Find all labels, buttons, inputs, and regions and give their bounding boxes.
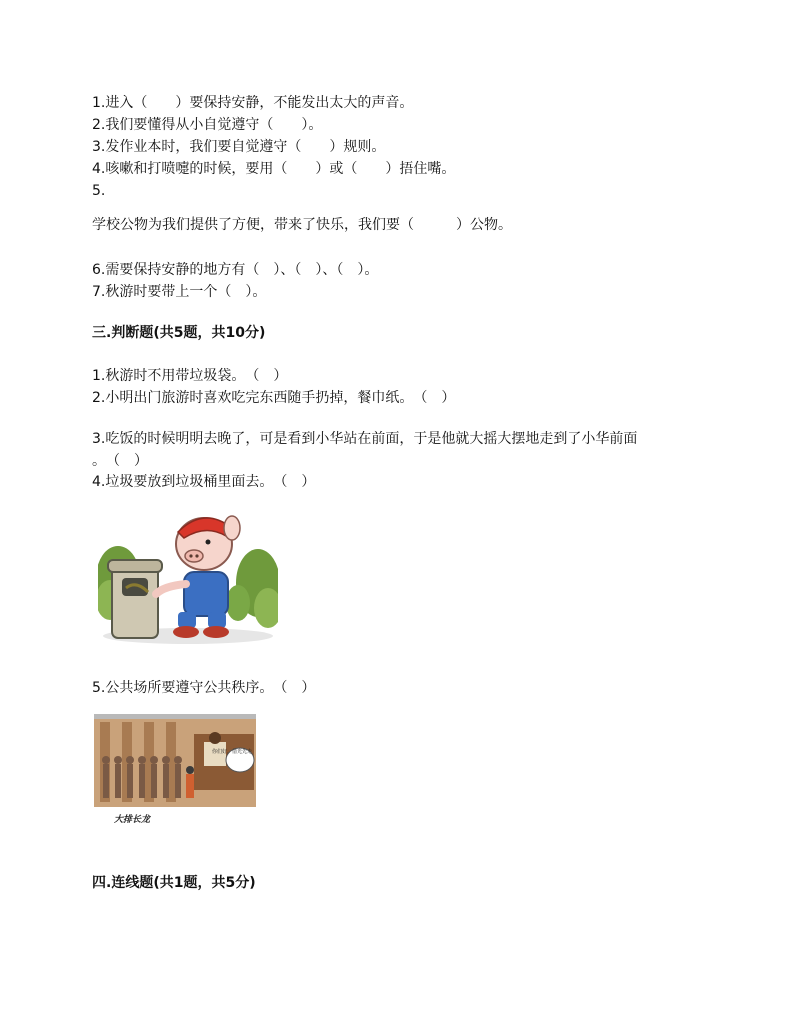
fill-question-5-text: 学校公物为我们提供了方便，带来了快乐，我们要（ ）公物。 (92, 217, 512, 233)
section-4-title: 四.连线题(共1题，共5分) (92, 875, 256, 891)
judge-question-2: 2.小明出门旅游时喜欢吃完东西随手扔掉，餐巾纸。 （ ） (92, 390, 456, 406)
queue-speech-text: 你们好，借光先走 (212, 749, 253, 755)
judge-question-4: 4.垃圾要放到垃圾桶里面去。 （ ） (92, 474, 316, 490)
fill-question-6: 6.需要保持安静的地方有（ ）、（ ）、（ ）。 (92, 262, 379, 278)
judge-question-3-line-2: 。 （ ） (92, 453, 148, 469)
judge-question-1: 1.秋游时不用带垃圾袋。 （ ） (92, 368, 288, 384)
queue-cutting-illustration (94, 714, 256, 832)
fill-question-5-number: 5. (92, 183, 106, 199)
fill-question-7: 7.秋游时要带上一个（ ）。 (92, 284, 267, 300)
judge-question-5: 5.公共场所要遵守公共秩序。 （ ） (92, 680, 316, 696)
fill-question-3: 3.发作业本时，我们要自觉遵守（ ）规则。 (92, 139, 386, 155)
section-3-title: 三.判断题(共5题，共10分) (92, 325, 266, 341)
fill-question-4: 4.咳嗽和打喷嚏的时候，要用（ ）或（ ）捂住嘴。 (92, 161, 456, 177)
pig-trash-bin-illustration (98, 508, 278, 648)
queue-illustration-caption: 大排长龙 (114, 815, 151, 825)
fill-question-1: 1.进入（ ）要保持安静，不能发出太大的声音。 (92, 95, 414, 111)
fill-question-2: 2.我们要懂得从小自觉遵守（ ）。 (92, 117, 323, 133)
pig-trash-bin-drawing (98, 508, 278, 648)
judge-question-3-line-1: 3.吃饭的时候明明去晚了，可是看到小华站在前面，于是他就大摇大摆地走到了小华前面 (92, 431, 638, 447)
